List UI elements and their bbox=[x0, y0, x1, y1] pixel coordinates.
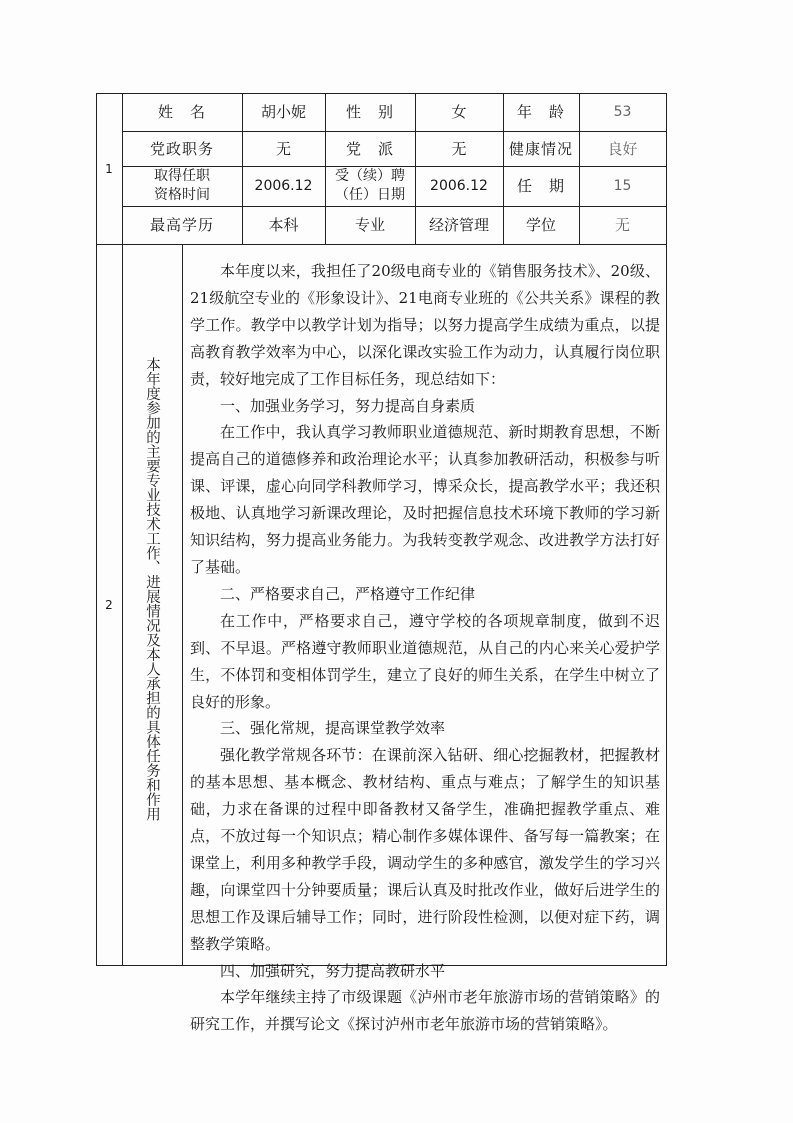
education-value: 本科 bbox=[268, 216, 299, 234]
qualification-time-value: 2006.12 bbox=[254, 178, 313, 194]
work-description-side-label: 本年度参加的主要专业技术工作、进展情况及本人承担的具体任务和作用 bbox=[144, 357, 160, 821]
age-label: 年 龄 bbox=[516, 103, 565, 121]
health-label: 健康情况 bbox=[508, 139, 573, 158]
work-summary-body bbox=[190, 258, 660, 1038]
section-heading: 二、严格要求自己，严格遵守工作纪律 bbox=[220, 584, 476, 603]
body-paragraph: 本学年继续主持了市级课题《泸州市老年旅游市场的营销策略》的研究工作，并撰写论文《探讨泸州市老年旅游市场的营销策略》。 bbox=[190, 988, 660, 1034]
hire-date-label bbox=[325, 166, 415, 206]
section-heading: 三、强化常规，提高课堂教学效率 bbox=[220, 719, 446, 738]
gender-value: 女 bbox=[451, 103, 467, 121]
body-paragraph: 在工作中，严格要求自己，遵守学校的各项规章制度，做到不迟到、不早退。严格遵守教师职业道德规范，从自己的内心来关心爱护学生，不体罚和变相体罚学生，建立了良好的师生关系，在学生中树立了良好的形象。 bbox=[190, 611, 660, 711]
post-label: 党政职务 bbox=[149, 139, 214, 158]
post-value: 无 bbox=[275, 139, 291, 158]
section-heading: 一、加强业务学习，努力提高自身素质 bbox=[220, 396, 476, 415]
name-value: 胡小妮 bbox=[260, 103, 306, 121]
major-value: 经济管理 bbox=[428, 216, 489, 234]
degree-label: 学位 bbox=[525, 216, 556, 234]
body-paragraph: 在工作中，我认真学习教师职业道德规范、新时期教育思想，不断提高自己的道德修养和政治理论水平；认真参加教研活动，积极参与听课、评课，虚心向同学科教师学习，博采众长，提高教学水平；我还积极地、认真地学习新课改理论，及时把握信息技术环境下教师的学习新知识结构，努力提高业务能力。为我转变教学观念、改进教学方法打好了基础。 bbox=[190, 423, 660, 576]
body-paragraph: 强化教学常规各环节：在课前深入钻研、细心挖掘教材，把握教材的基本思想、基本概念、教材结构、重点与难点；了解学生的知识基础，力求在备课的过程中即备教材又备学生，准确把握教学重点、难点，不放过每一个知识点；精心制作多媒体课件、备写每一篇教案；在课堂上，利用多种教学手段，调动学生的多种感官，激发学生的学习兴趣，向课堂四十分钟要质量；课后认真及时批改作业，做好后进学生的思想工作及课后辅导工作；同时，进行阶段性检测，以便对症下药，调整教学策略。 bbox=[190, 746, 660, 953]
hire-date-value: 2006.12 bbox=[430, 178, 488, 194]
major-label: 专业 bbox=[354, 216, 385, 234]
row1-index: 1 bbox=[105, 162, 113, 176]
hire-date-label-line2: （任）日期 bbox=[335, 187, 405, 203]
name-label: 姓 名 bbox=[157, 103, 206, 121]
table-col-line bbox=[182, 244, 183, 966]
age-value: 53 bbox=[613, 104, 632, 120]
party-label: 党 派 bbox=[345, 139, 394, 158]
section-heading: 四、加强研究，努力提高教研水平 bbox=[220, 961, 446, 980]
row2-index: 2 bbox=[105, 597, 113, 612]
health-value: 良好 bbox=[607, 139, 638, 158]
qualification-time-label-line1: 取得任职 bbox=[154, 168, 210, 184]
qualification-time-label-line2: 资格时间 bbox=[154, 187, 210, 203]
body-paragraph: 本年度以来，我担任了20级电商专业的《销售服务技术》、20级、21级航空专业的《形象设计》、21电商专业班的《公共关系》课程的教学工作。教学中以教学计划为指导；以努力提高学生成绩为重点，以提高教育教学效率为中心，以深化课改实验工作为动力，认真履行岗位职责，较好地完成了工作目标任务，现总结如下： bbox=[190, 262, 660, 388]
table-border-right bbox=[666, 93, 667, 966]
degree-value: 无 bbox=[614, 216, 630, 234]
term-label: 任 期 bbox=[516, 177, 565, 195]
education-label: 最高学历 bbox=[149, 216, 214, 234]
term-value: 15 bbox=[613, 178, 632, 194]
qualification-time-label bbox=[122, 166, 242, 206]
party-value: 无 bbox=[451, 139, 467, 158]
gender-label: 性 别 bbox=[345, 103, 394, 121]
hire-date-label-line1: 受（续）聘 bbox=[335, 168, 405, 184]
